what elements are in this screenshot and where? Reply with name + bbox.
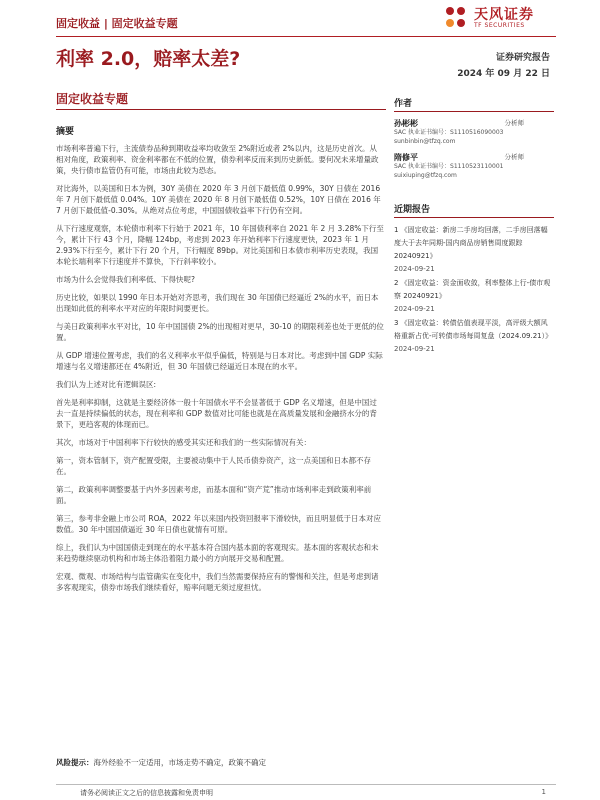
- recent-reports: [394, 202, 554, 353]
- recent-report-date: 2024-09-21: [394, 265, 435, 273]
- summary-paragraph: 首先是利率抑制，这就是主要经济体一般十年国债水平不会显著低于 GDP 名义增速，但是中国过去一直是持续偏低的状态，现在利率和 GDP 数值对比可能也就是在高质量发展和金融挤水分的背景下，更趋客观的体现而已。: [56, 398, 377, 429]
- risk-warning: [56, 757, 266, 768]
- recent-report-date: 2024-09-21: [394, 305, 435, 313]
- subtitle-divider: [56, 109, 386, 110]
- summary-paragraph: 第三，参考非金融上市公司 ROA，2022 年以来国内投资回报率下滑较快，而且明显低于日本对应数值。30 年中国国债逼近 30 年日债也就情有可原。: [56, 514, 381, 534]
- author-email[interactable]: suixiuping@tfzq.com: [394, 171, 457, 179]
- author-card: [394, 152, 554, 180]
- sidebar: [394, 96, 554, 357]
- summary-paragraph: 市场利率普遍下行，主流债券品种到期收益率均收敛至 2%附近或者 2%以内，这是历史首次。从相对角度，政策利率、资金利率都在不低的位置，债券利率反而来到历史新低。要何况未来增量政策，央行债市监管仍有可能，市场由此较为恐态。: [56, 144, 379, 175]
- logo-name: 天风证券: [474, 7, 534, 23]
- author-card: [394, 118, 554, 146]
- summary-paragraph: 市场为什么会觉得我们利率低、下得快呢?: [56, 275, 195, 284]
- company-logo: [442, 4, 552, 34]
- summary-paragraph: 我们认为上述对比有逻辑误区:: [56, 380, 157, 389]
- recent-report-link[interactable]: 3 《固定收益：转债估值表现平淡，高评级大额风格重新占优-可转债市场每周复盘（2024.09.21）》: [394, 319, 553, 340]
- summary-paragraph: 从下行速度观察，本轮债市利率下行始于 2021 年，10 年国债利率自 2021 年 2 月 3.28%下行至今，累计下行 43 个月，降幅 124bp，考虑到 2023 年开始利率下行速度更快，2023 年 1 月 2.93%下行至今，累计下行 20 个月，下行幅度 89bp。对比美国和日本债市利率历史表现，我国本轮长端利率下行速度并不算快，下行斜率较小。: [56, 224, 384, 266]
- summary-paragraph: 其次，市场对于中国利率下行较快的感受其实还和我们的一些实际情况有关：: [56, 438, 311, 447]
- summary-paragraph: 宏观、微观、市场结构与监管确实在变化中，我们当然需要保持应有的警惕和关注，但是考虑到诸多客观现实，债券市场我们继续看好，赔率问题无须过度担忧。: [56, 572, 379, 592]
- summary-section: [56, 124, 384, 600]
- author-role: 分析师: [504, 153, 524, 161]
- logo-english: TF SECURITIES: [474, 22, 525, 29]
- footer-divider: [56, 784, 556, 785]
- recent-report-link[interactable]: 1 《固定收益：新房二手房均回落，二手房回落幅度大于去年同期-国内商品房销售周度跟踪 20240921》: [394, 226, 548, 260]
- recent-report-link[interactable]: 2 《固定收益：资金面收敛，利率整体上行-债市观察 20240921》: [394, 279, 551, 300]
- page-number: 1: [541, 788, 546, 796]
- footer-disclaimer: 请务必阅读正文之后的信息披露和免责申明: [80, 789, 213, 797]
- risk-text: 海外经验不一定适用，市场走势不确定，政策不确定: [93, 758, 266, 767]
- author-role: 分析师: [504, 119, 524, 127]
- authors-heading: 作者: [394, 96, 554, 112]
- summary-paragraph: 从 GDP 增速位置考虑，我们的名义利率水平似乎偏低，特别是与日本对比。考虑到中国 GDP 实际增速与名义增速都还在 4%附近，但 30 年国债已经逼近日本现在的水平。: [56, 351, 383, 371]
- summary-paragraph: 与美日政策利率水平对比，10 年中国国债 2%的出现相对更早，30-10 的期限利差也处于更低的位置。: [56, 322, 384, 342]
- summary-heading: 摘要: [56, 127, 75, 137]
- recent-report-date: 2024-09-21: [394, 345, 435, 353]
- author-name: 隋修平: [394, 153, 418, 162]
- author-email[interactable]: sunbinbin@tfzq.com: [394, 137, 456, 145]
- summary-paragraph: 历史比较，如果以 1990 年日本开始对齐思考，我们现在 30 年国债已经逼近 2%的水平，而日本出现如此低的利率水平对应的年限时间要更长。: [56, 293, 379, 313]
- breadcrumb: 固定收益 | 固定收益专题: [56, 17, 178, 30]
- summary-paragraph: 综上，我们认为中国国债走到现在的水平基本符合国内基本面的客观现实。基本面的客观状态和未来趋势继续驱动机构和市场主体沿着阻力最小的方向展开交易和配置。: [56, 543, 379, 563]
- summary-paragraph: 第二，政策利率调整要基于内外多因素考虑，而基本面和“资产荒”推动市场利率走到政策利率前面。: [56, 485, 372, 505]
- report-date: 2024 年 09 月 22 日: [457, 69, 550, 79]
- recent-heading: 近期报告: [394, 202, 554, 218]
- summary-paragraph: 第一，资本管制下，资产配置受限，主要被动集中于人民币债券资产，这一点美国和日本都不存在。: [56, 456, 371, 476]
- author-license: SAC 执业证书编号：S1110516090003: [394, 129, 504, 136]
- report-type: 证券研究报告: [495, 53, 550, 63]
- author-license: SAC 执业证书编号：S1110523110001: [394, 163, 504, 170]
- risk-label: 风险提示：: [56, 758, 94, 767]
- author-name: 孙彬彬: [394, 119, 418, 128]
- report-subtitle: 固定收益专题: [56, 92, 129, 106]
- summary-paragraph: 对比海外，以美国和日本为例，30Y 美债在 2020 年 3 月创下最低值 0.99%，30Y 日债在 2016 年 7 月创下最低值 0.04%。10Y 美债在 2020 年 8 月创下最低值 0.52%，10Y 日债在 2016 年 7 月创下最低值-0.30%。从绝对点位考虑，中国国债收益率下行仍有空间。: [56, 184, 381, 215]
- header-divider: [56, 36, 556, 37]
- page-header: [0, 0, 600, 40]
- report-title: 利率 2.0，赔率太差?: [56, 48, 241, 70]
- logo-mark-icon: [442, 4, 470, 32]
